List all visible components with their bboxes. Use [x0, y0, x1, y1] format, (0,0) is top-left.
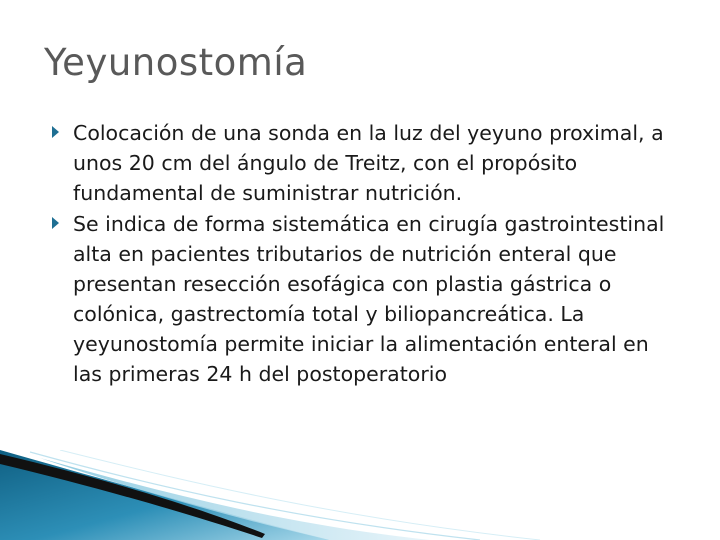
- corner-decoration: [0, 450, 720, 540]
- triangle-bullet-icon: [52, 126, 59, 138]
- bullet-item: [50, 118, 680, 208]
- bullet-item: [50, 209, 680, 389]
- bullet-text: Se indica de forma sistemática en cirugía gastrointestinal alta en pacientes tributarios de nutrición enteral que presentan resección esofágica con plastia gástrica o colónica, gastrectomía total y biliopancreática. La yeyunostomía permite iniciar la alimentación enteral en las primeras 24 h del postoperatorio: [73, 212, 665, 386]
- slide-title: Yeyunostomía: [44, 41, 308, 84]
- triangle-bullet-icon: [52, 217, 59, 229]
- bullet-list: [50, 118, 680, 390]
- bullet-text: Colocación de una sonda en la luz del yeyuno proximal, a unos 20 cm del ángulo de Treitz, con el propósito fundamental de suministrar nutrición.: [73, 121, 664, 205]
